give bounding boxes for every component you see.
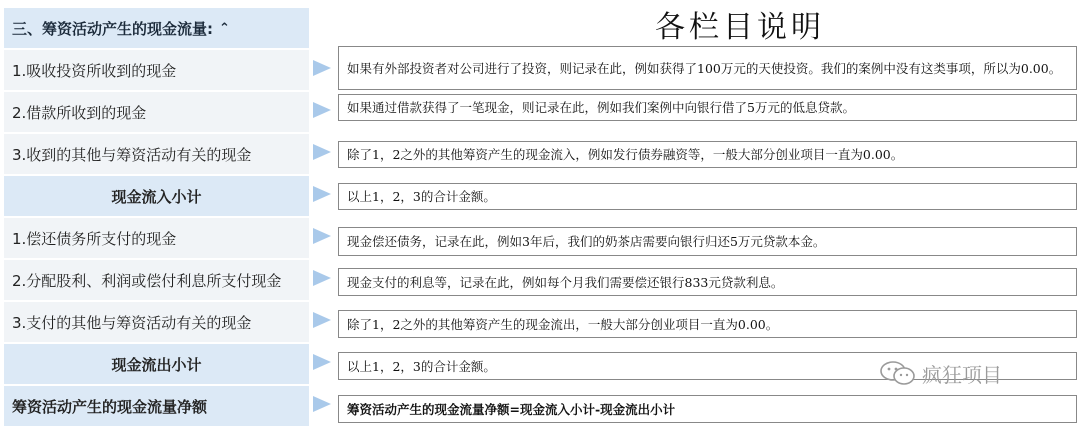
- description-text: 除了1，2之外的其他筹资产生的现金流入，例如发行债券融资等，一般大部分创业项目一直为0.00。: [347, 147, 904, 162]
- arrow-right-icon: [313, 312, 331, 328]
- arrow-right-icon: [313, 144, 331, 160]
- description-net-financing-cash-flow: [338, 395, 1077, 423]
- item-other-financing-received: 3.收到的其他与筹资活动有关的现金: [4, 134, 309, 174]
- description-text: 除了1，2之外的其他筹资产生的现金流出，一般大部分创业项目一直为0.00。: [347, 316, 779, 332]
- arrow-right-icon: [313, 270, 331, 286]
- item-absorb-investment: 1.吸收投资所收到的现金: [4, 50, 309, 90]
- watermark-text: 疯狂项目: [922, 362, 1002, 387]
- item-net-financing-cash-flow: 筹资活动产生的现金流量净额: [4, 386, 309, 426]
- description-other-financing-received: [338, 141, 1077, 168]
- chevron-up-icon: ⌃: [219, 20, 230, 36]
- description-text: 如果有外部投资者对公司进行了投资，则记录在此，例如获得了100万元的天使投资。我们的案例中没有这类事项，所以为0.00。: [347, 60, 1062, 76]
- arrow-right-icon: [313, 102, 331, 118]
- description-text: 现金偿还债务，记录在此，例如3年后，我们的奶茶店需要向银行归还5万元贷款本金。: [347, 234, 826, 249]
- description-debt-repayment: [338, 227, 1077, 256]
- item-dividends-interest-paid: 2.分配股利、利润或偿付利息所支付现金: [4, 260, 309, 300]
- cash-flow-items-column: [4, 8, 309, 428]
- watermark: [878, 358, 1002, 388]
- item-borrowing-received: 2.借款所收到的现金: [4, 92, 309, 132]
- item-other-financing-paid: 3.支付的其他与筹资活动有关的现金: [4, 302, 309, 342]
- description-absorb-investment: [338, 46, 1077, 90]
- arrow-right-icon: [313, 354, 331, 370]
- description-text: 以上1，2，3的合计金额。: [347, 358, 496, 374]
- description-borrowing-received: [338, 94, 1077, 121]
- description-other-financing-paid: [338, 310, 1077, 338]
- section-header-label: 三、筹资活动产生的现金流量:: [12, 19, 213, 38]
- description-text: 现金支付的利息等，记录在此，例如每个月我们需要偿还银行833元贷款利息。: [347, 274, 784, 290]
- wechat-icon: [878, 358, 918, 388]
- section-header[interactable]: [4, 8, 309, 48]
- description-text: 筹资活动产生的现金流量净额=现金流入小计-现金流出小计: [347, 401, 676, 417]
- description-inflow-subtotal: [338, 183, 1077, 210]
- arrow-right-icon: [313, 186, 331, 202]
- page-title: 各栏目说明: [655, 10, 825, 45]
- description-text: 以上1，2，3的合计金额。: [347, 189, 496, 204]
- arrow-right-icon: [313, 228, 331, 244]
- item-outflow-subtotal: 现金流出小计: [4, 344, 309, 384]
- arrow-right-icon: [313, 60, 331, 76]
- item-debt-repayment: 1.偿还债务所支付的现金: [4, 218, 309, 258]
- description-dividends-interest-paid: [338, 268, 1077, 296]
- arrow-right-icon: [313, 396, 331, 412]
- description-text: 如果通过借款获得了一笔现金，则记录在此，例如我们案例中向银行借了5万元的低息贷款。: [347, 100, 855, 115]
- item-inflow-subtotal: 现金流入小计: [4, 176, 309, 216]
